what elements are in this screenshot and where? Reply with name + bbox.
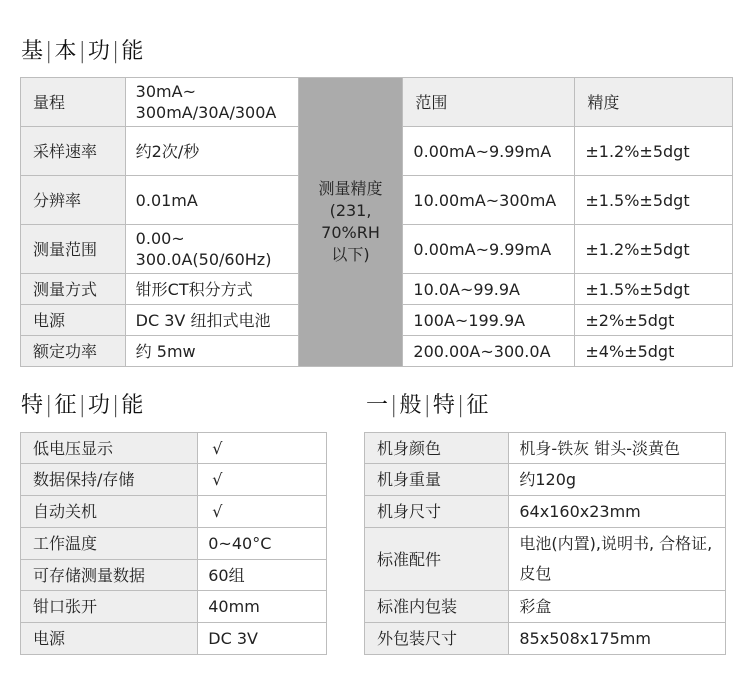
label-cell: 电源	[21, 623, 198, 655]
value-cell: 0~40°C	[198, 528, 327, 560]
value-cell: 64x160x23mm	[509, 496, 726, 528]
label-cell: 钳口张开	[21, 591, 198, 623]
value-cell: 0.00~ 300.0A(50/60Hz)	[125, 225, 298, 274]
table-row	[365, 591, 726, 623]
value-cell: 钳形CT积分方式	[125, 274, 298, 305]
accuracy-header: 精度	[575, 78, 733, 127]
table-row	[365, 496, 726, 528]
accuracy-cell: ±2%±5dgt	[575, 305, 733, 336]
general-features-table	[364, 432, 726, 655]
label-cell: 外包装尺寸	[365, 623, 509, 655]
label-cell: 测量范围	[21, 225, 126, 274]
accuracy-cell: ±1.2%±5dgt	[575, 127, 733, 176]
table-row	[21, 560, 327, 591]
label-cell: 机身颜色	[365, 433, 509, 464]
value-cell: 60组	[198, 560, 327, 591]
range-cell: 100A~199.9A	[403, 305, 575, 336]
table-row	[21, 591, 327, 623]
feature-functions-title: 特|征|功|能	[21, 393, 145, 418]
label-cell: 标准内包装	[365, 591, 509, 623]
range-cell: 0.00mA~9.99mA	[403, 225, 575, 274]
value-cell: 机身-铁灰 钳头-淡黄色	[509, 433, 726, 464]
label-cell: 采样速率	[21, 127, 126, 176]
label-cell: 测量方式	[21, 274, 126, 305]
basic-functions-table	[20, 77, 733, 367]
value-cell: 约 5mw	[125, 336, 298, 367]
range-cell: 10.00mA~300mA	[403, 176, 575, 225]
table-row	[365, 464, 726, 496]
value-cell: 30mA~ 300mA/30A/300A	[125, 78, 298, 127]
value-cell: 约120g	[509, 464, 726, 496]
value-cell: DC 3V 纽扣式电池	[125, 305, 298, 336]
accuracy-condition-cell: 测量精度 (231, 70%RH 以下)	[298, 78, 403, 367]
label-cell: 数据保持/存储	[21, 464, 198, 496]
value-cell: √	[198, 464, 327, 496]
table-row	[21, 496, 327, 528]
table-row	[21, 464, 327, 496]
table-row	[21, 623, 327, 655]
value-cell: 电池(内置),说明书, 合格证,皮包	[509, 528, 726, 591]
value-cell: 约2次/秒	[125, 127, 298, 176]
label-cell: 自动关机	[21, 496, 198, 528]
feature-functions-table	[20, 432, 327, 655]
label-cell: 低电压显示	[21, 433, 198, 464]
label-cell: 机身重量	[365, 464, 509, 496]
table-row	[365, 623, 726, 655]
label-cell: 分辨率	[21, 176, 126, 225]
value-cell: √	[198, 433, 327, 464]
table-row	[365, 433, 726, 464]
basic-functions-title: 基|本|功|能	[21, 39, 145, 64]
value-cell: 彩盒	[509, 591, 726, 623]
table-row	[21, 528, 327, 560]
label-cell: 额定功率	[21, 336, 126, 367]
value-cell: 85x508x175mm	[509, 623, 726, 655]
table-row	[21, 433, 327, 464]
label-cell: 机身尺寸	[365, 496, 509, 528]
accuracy-cell: ±4%±5dgt	[575, 336, 733, 367]
range-cell: 10.0A~99.9A	[403, 274, 575, 305]
table-row	[21, 78, 733, 127]
label-cell: 标准配件	[365, 528, 509, 591]
value-cell: DC 3V	[198, 623, 327, 655]
accuracy-cell: ±1.5%±5dgt	[575, 176, 733, 225]
label-cell: 工作温度	[21, 528, 198, 560]
label-cell: 电源	[21, 305, 126, 336]
accuracy-cell: ±1.2%±5dgt	[575, 225, 733, 274]
range-header: 范围	[403, 78, 575, 127]
accuracy-cell: ±1.5%±5dgt	[575, 274, 733, 305]
value-cell: 0.01mA	[125, 176, 298, 225]
value-cell: √	[198, 496, 327, 528]
value-cell: 40mm	[198, 591, 327, 623]
label-cell: 可存储测量数据	[21, 560, 198, 591]
table-row	[365, 528, 726, 591]
label-cell: 量程	[21, 78, 126, 127]
range-cell: 0.00mA~9.99mA	[403, 127, 575, 176]
range-cell: 200.00A~300.0A	[403, 336, 575, 367]
general-features-title: 一|般|特|征	[366, 393, 490, 418]
